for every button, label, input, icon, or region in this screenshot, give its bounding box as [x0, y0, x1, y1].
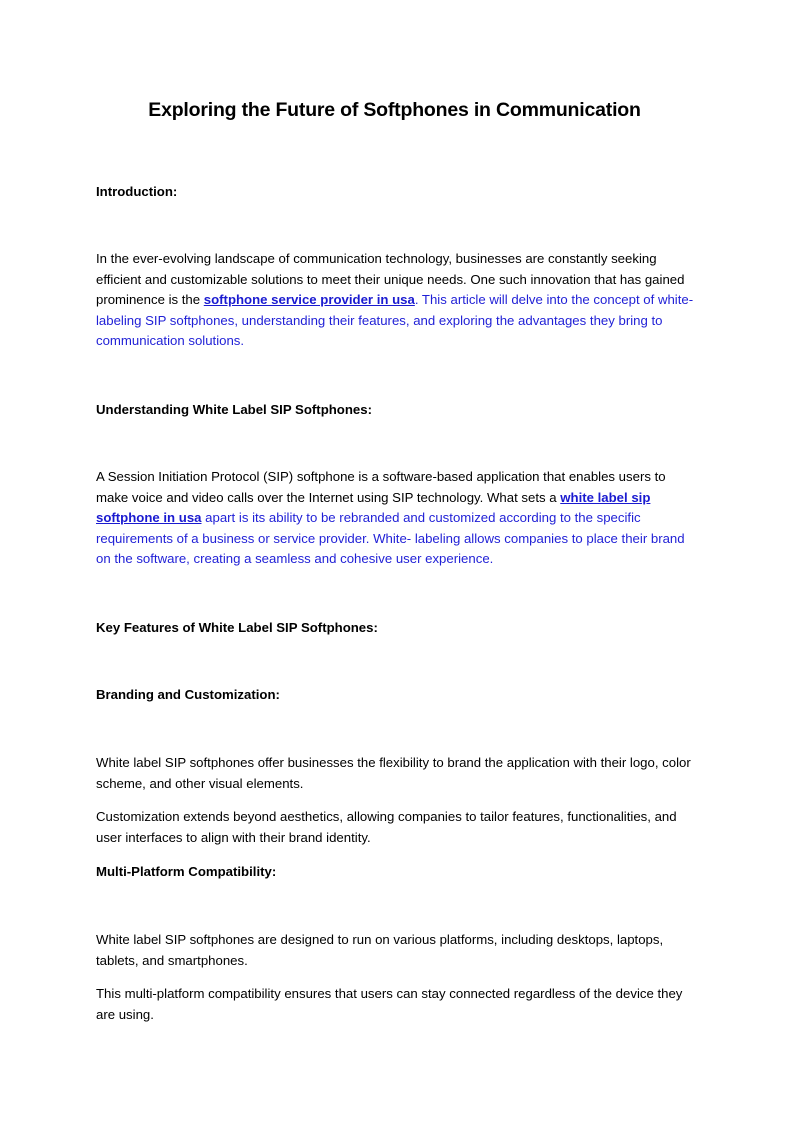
branding-paragraph-1: White label SIP softphones offer businesses the flexibility to brand the application with their logo, color scheme, and other visual elements.	[96, 755, 691, 791]
understanding-heading: Understanding White Label SIP Softphones:	[96, 402, 372, 417]
understanding-text-continued: apart is its ability to be rebranded and customized according to the specific requirements of a business or service provider. White- labeling allows companies to place their brand on the software, creating a seamless and cohesive user experience.	[96, 510, 685, 566]
understanding-text: A Session Initiation Protocol (SIP) softphone is a software-based application that enables users to make voice and video calls over the Internet using SIP technology. What sets a	[96, 469, 666, 505]
multi-platform-heading: Multi-Platform Compatibility:	[96, 864, 277, 879]
multi-platform-paragraph-1: White label SIP softphones are designed to run on various platforms, including desktops, laptops, tablets, and smartphones.	[96, 932, 664, 968]
multi-platform-paragraph-2: This multi-platform compatibility ensures that users can stay connected regardless of the device they are using.	[96, 986, 683, 1022]
understanding-paragraph	[96, 467, 696, 570]
page-title: Exploring the Future of Softphones in Communication	[148, 99, 641, 121]
white-label-softphone-link[interactable]: white label sip softphone in usa	[96, 489, 651, 525]
key-features-heading: Key Features of White Label SIP Softphones:	[96, 620, 378, 635]
introduction-text-continued: . This article will delve into the concept of white-labeling SIP softphones, understanding their features, and exploring the advantages they bring to communication solutions.	[96, 292, 694, 348]
introduction-text: In the ever-evolving landscape of communication technology, businesses are constantly seeking efficient and customizable solutions to meet their unique needs. One such innovation that has gained prominence is the	[96, 251, 685, 307]
document-page	[96, 0, 696, 1123]
softphone-provider-link[interactable]: softphone service provider in usa	[203, 292, 415, 307]
branding-paragraph-2: Customization extends beyond aesthetics, allowing companies to tailor features, functionalities, and user interfaces to align with their brand identity.	[96, 809, 677, 845]
introduction-paragraph	[96, 249, 696, 352]
introduction-heading: Introduction:	[96, 184, 178, 199]
branding-heading: Branding and Customization:	[96, 687, 280, 702]
